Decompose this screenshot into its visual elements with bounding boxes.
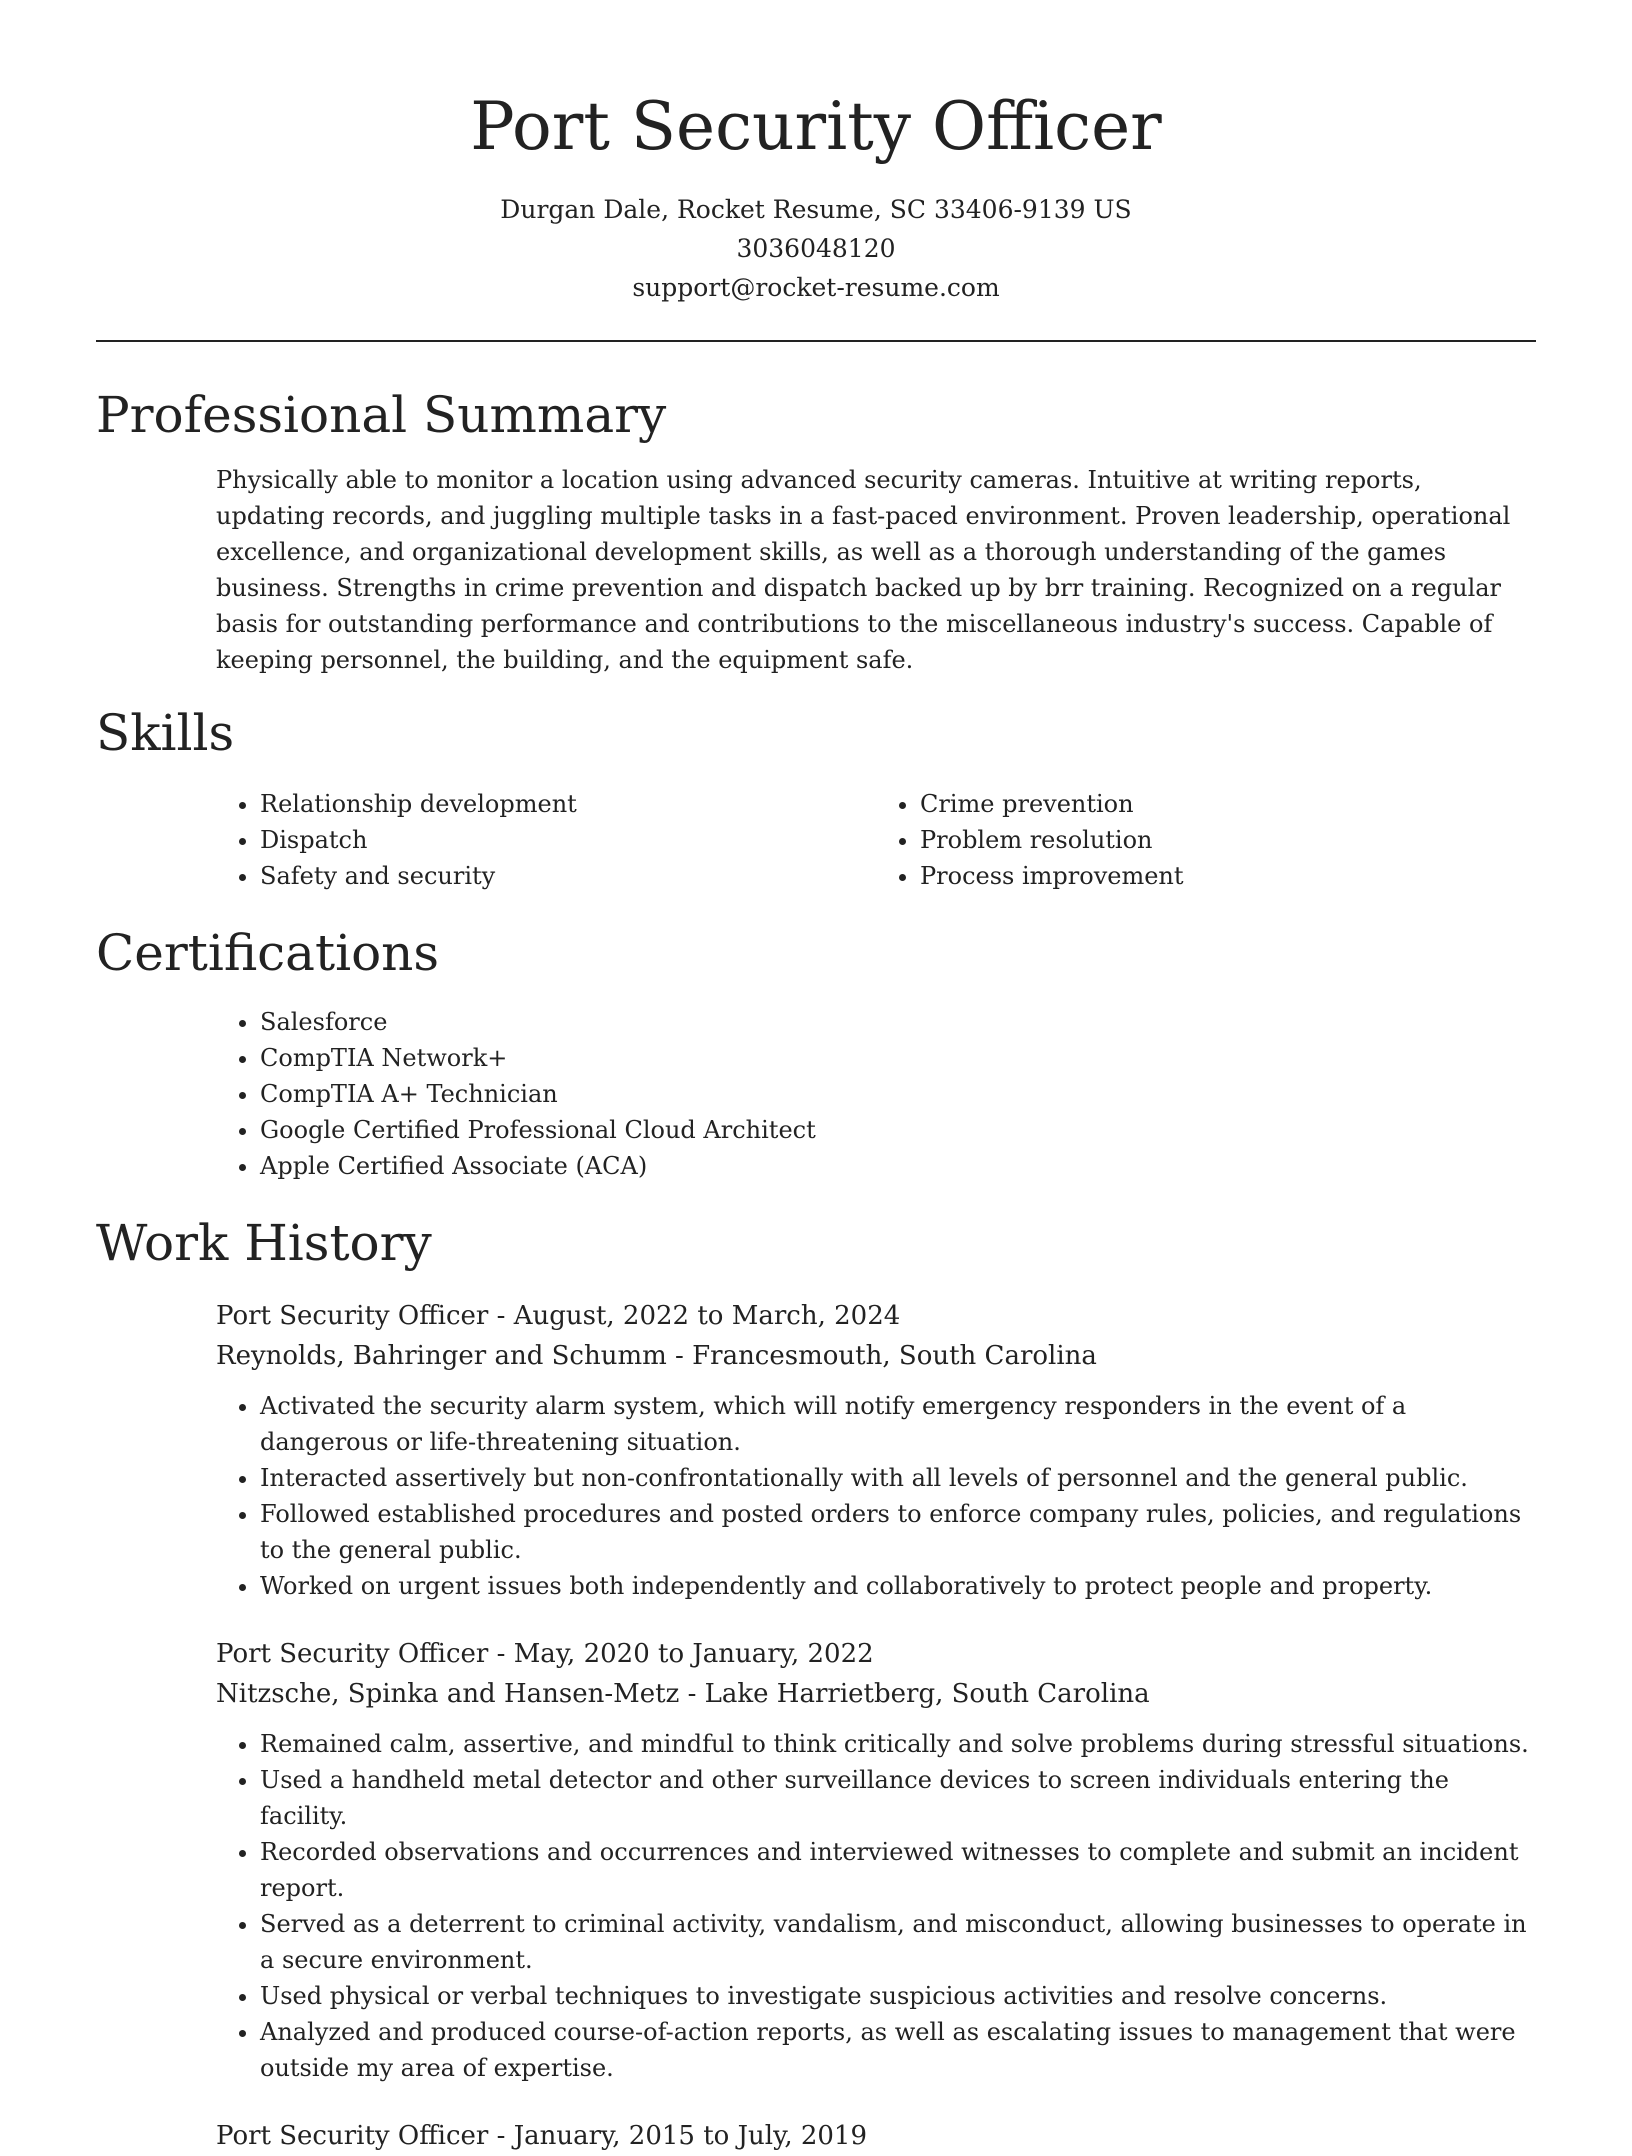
skill-item: • Process improvement (920, 858, 1536, 894)
job-bullet: • Recorded observations and occurrences and interviewed witnesses to complete and submit an incident report. (260, 1834, 1536, 1906)
job-location: - Lake Harrietberg, South Carolina (679, 1679, 1150, 1709)
header-divider (96, 340, 1536, 342)
job-bullets (216, 1388, 1536, 1604)
job-entry (216, 1296, 1536, 1604)
skills-column-left (216, 786, 876, 894)
skills-heading: Skills (96, 704, 235, 762)
job-role: Port Security Officer (216, 2121, 489, 2151)
job-entry (216, 1634, 1536, 2086)
job-dates: - January, 2015 to July, 2019 (488, 2121, 868, 2151)
certification-item: • Salesforce (260, 1004, 1536, 1040)
work-history-heading: Work History (96, 1214, 432, 1272)
job-dates: - August, 2022 to March, 2024 (488, 1301, 901, 1331)
skills-list (216, 786, 1536, 894)
phone-line: 3036048120 (736, 234, 896, 263)
job-bullet: • Analyzed and produced course-of-action reports, as well as escalating issues to management that were outside my area of expertise. (260, 2014, 1536, 2086)
job-dates: - May, 2020 to January, 2022 (488, 1639, 874, 1669)
job-bullet: • Served as a deterrent to criminal activity, vandalism, and misconduct, allowing businesses to operate in a secure environment. (260, 1906, 1536, 1978)
skill-item: • Safety and security (260, 858, 876, 894)
skills-column-right (876, 786, 1536, 894)
job-bullet: • Remained calm, assertive, and mindful to think critically and solve problems during stressful situations. (260, 1726, 1536, 1762)
certification-item: • Apple Certified Associate (ACA) (260, 1148, 1536, 1184)
skill-item: • Crime prevention (920, 786, 1536, 822)
job-role: Port Security Officer (216, 1301, 489, 1331)
summary-text: Physically able to monitor a location using advanced security cameras. Intuitive at writing reports, updating records, and juggling multiple tasks in a fast-paced environment. Proven leadership, operational excellence, and organizational development skills, as well as a thorough understanding of the games business. Strengths in crime prevention and dispatch backed up by brr training. Recognized on a regular basis for outstanding performance and contributions to the miscellaneous industry's success. Capable of keeping personnel, the building, and the equipment safe. (216, 466, 1511, 674)
job-bullet: • Interacted assertively but non-confrontationally with all levels of personnel and the general public. (260, 1460, 1536, 1496)
job-bullets (216, 1726, 1536, 2086)
skill-item: • Relationship development (260, 786, 876, 822)
job-title-line (216, 1634, 1536, 1674)
job-role: Port Security Officer (216, 1639, 489, 1669)
job-bullet: • Worked on urgent issues both independently and collaboratively to protect people and property. (260, 1568, 1536, 1604)
job-company: Reynolds, Bahringer and Schumm (216, 1341, 667, 1371)
skill-item: • Problem resolution (920, 822, 1536, 858)
certification-item: • CompTIA A+ Technician (260, 1076, 1536, 1112)
resume-header (0, 0, 1632, 307)
job-bullet: • Used physical or verbal techniques to investigate suspicious activities and resolve concerns. (260, 1978, 1536, 2014)
certifications-list (216, 1004, 1536, 1184)
job-bullet: • Activated the security alarm system, which will notify emergency responders in the event of a dangerous or life-threatening situation. (260, 1388, 1536, 1460)
resume-title: Port Security Officer (470, 88, 1162, 165)
email-line: support@rocket-resume.com (632, 273, 1000, 302)
job-company-line (216, 1336, 1536, 1376)
certification-item: • CompTIA Network+ (260, 1040, 1536, 1076)
job-title-line (216, 1296, 1536, 1336)
contact-block (0, 190, 1632, 307)
job-bullet: • Used a handheld metal detector and other surveillance devices to screen individuals entering the facility. (260, 1762, 1536, 1834)
job-company-line (216, 1674, 1536, 1714)
job-company: Nitzsche, Spinka and Hansen-Metz (216, 1679, 680, 1709)
skill-item: • Dispatch (260, 822, 876, 858)
address-line: Durgan Dale, Rocket Resume, SC 33406-9139 US (500, 195, 1132, 224)
certifications-heading: Certifications (96, 924, 440, 982)
job-entry (216, 2116, 1536, 2156)
job-bullet: • Followed established procedures and posted orders to enforce company rules, policies, and regulations to the general public. (260, 1496, 1536, 1568)
job-title-line (216, 2116, 1536, 2156)
certification-item: • Google Certified Professional Cloud Architect (260, 1112, 1536, 1148)
job-location: - Francesmouth, South Carolina (666, 1341, 1097, 1371)
summary-heading: Professional Summary (96, 386, 667, 444)
